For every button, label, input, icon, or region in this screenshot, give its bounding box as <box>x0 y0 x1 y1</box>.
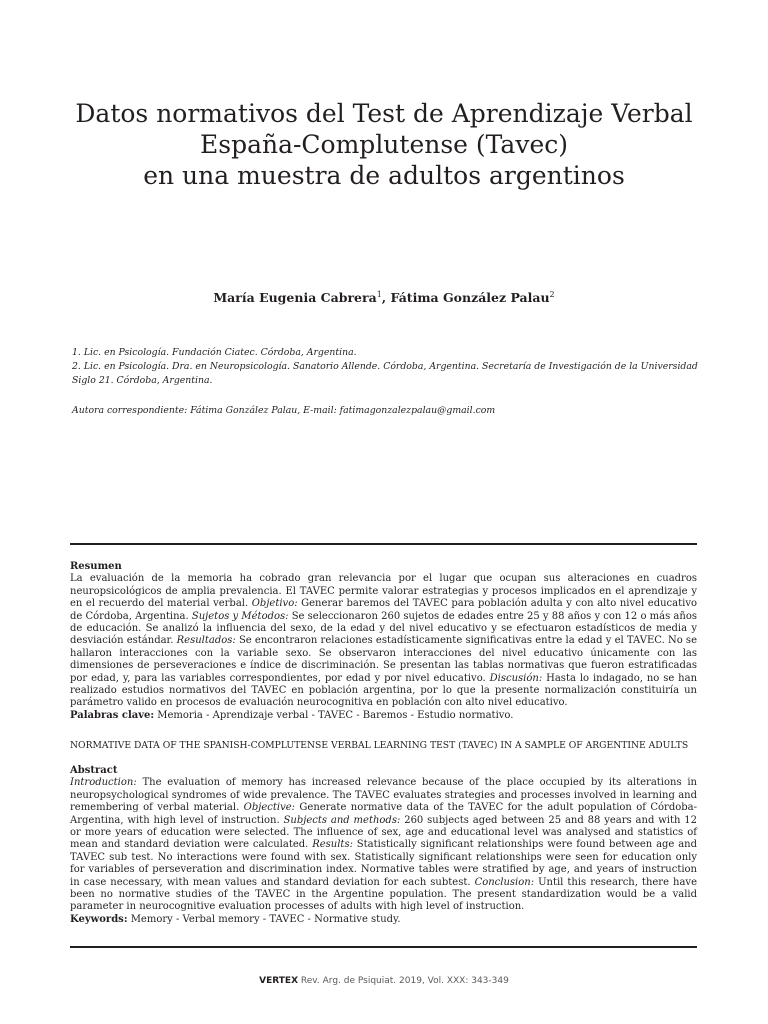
keywords-text: Memoria - Aprendizaje verbal - TAVEC - Baremos - Estudio normativo. <box>154 709 514 721</box>
resumen-text: La evaluación de la memoria ha cobrado gran relevancia por el lugar que ocupan sus alteraciones en cuadros neuropsicológicos de amplia prevalencia. El TAVEC permite valorar estrategias y procesos implicados en el aprendizaje y en el recuerdo del material verbal. <box>70 573 697 610</box>
article-title <box>40 98 728 191</box>
abstract-label: Objective: <box>243 802 296 814</box>
abstract-label: Subjects and methods: <box>283 814 401 826</box>
resumen-body <box>70 573 697 709</box>
abstract-text: Statistically significant relationships were found between age and TAVEC sub test. No interactions were found with sex. Statistically significant relationships were seen for education only for variables of perseveration and discrimination index. Normative tables were stratified by age, and years of instruction in case necessary, with mean values and standard deviation for each subtest. <box>70 839 697 888</box>
resumen-text: Hasta lo indagado, no se han realizado estudios normativos del TAVEC en población argentina, por lo que la presente normalización constituiría un parámetro valido en procesos de evaluación neurocognitiva en población con alto nivel educativo. <box>70 672 698 709</box>
abstract-text: Generate normative data of the TAVEC for the adult population of Córdoba-Argentina, with high level of instruction. <box>70 802 697 826</box>
resumen-heading: Resumen <box>70 561 122 572</box>
top-divider <box>70 543 697 545</box>
journal-name: VERTEX <box>259 976 299 986</box>
resumen-keywords <box>70 710 697 722</box>
resumen-label: Objetivo: <box>251 598 298 610</box>
correspondence-text: Autora correspondiente: Fátima González Palau, E-mail: fatimagonzalezpalau@gmail.com <box>72 405 496 416</box>
abstract-text: Until this research, there have been no normative studies of the TAVEC in the Argentine population. The present standardization would be a valid parameter in neurocognitive evaluation processes of adults with high level of instruction. <box>70 876 697 913</box>
abstract-label: Introduction: <box>70 777 137 789</box>
affiliation-1: 1. Lic. en Psicología. Fundación Ciatec. Córdoba, Argentina. <box>72 347 357 358</box>
resumen-text: Se encontraron relaciones estadísticamente significativas entre la edad y el TAVEC. No se hallaron interacciones con la variable sexo. Se observaron interacciones del nivel educativo únicamente con las dimensiones de perseveraciones e índice de discriminación. Se presentan las tablas normativas que fueron estratificadas por edad, y, para las variables correspondientes, por edad y por nivel educativo. <box>70 635 697 684</box>
page-footer <box>0 976 768 986</box>
resumen-text: Generar baremos del TAVEC para población adulta y con alto nivel educativo de Córdoba, Argentina. <box>70 598 697 622</box>
abstract-body <box>70 777 697 913</box>
title-line-3: en una muestra de adultos argentinos <box>143 161 625 190</box>
affiliation-2: 2. Lic. en Psicología. Dra. en Neuropsicología. Sanatorio Allende. Córdoba, Argentina. Secretaría de Investigación de la Universidad Siglo 21. Córdoba, Argentina. <box>72 361 698 386</box>
author-affiliation-mark: 2 <box>549 290 555 299</box>
resumen-text: Se seleccionaron 260 sujetos de edades entre 25 y 88 años y con 12 o más años de educación. Se analizó la influencia del sexo, de la edad y del nivel educativo y se efectuaron estadísticos de media y desviación estándar. <box>70 610 697 647</box>
author-separator: , <box>381 290 391 306</box>
abstract-text: The evaluation of memory has increased relevance because of the place occupied by its alterations in neuropsychological syndromes of wide prevalence. The TAVEC evaluates strategies and processes involved in learning and remembering of verbal material. <box>70 777 697 814</box>
english-title: NORMATIVE DATA OF THE SPANISH-COMPLUTENSE VERBAL LEARNING TEST (TAVEC) IN A SAMPLE OF ARGENTINE ADULTS <box>70 740 689 751</box>
abstract-keywords <box>70 914 697 926</box>
keywords-label: Keywords: <box>70 913 128 925</box>
title-line-1: Datos normativos del Test de Aprendizaje Verbal <box>75 99 693 128</box>
abstract-heading: Abstract <box>70 765 118 776</box>
resumen-label: Resultados: <box>176 635 236 647</box>
keywords-text: Memory - Verbal memory - TAVEC - Normative study. <box>127 913 401 925</box>
abstract-text: 260 subjects aged between 25 and 88 years and with 12 or more years of education were selected. The influence of sex, age and educational level was analysed and statistics of mean and standard deviation were calculated. <box>70 814 698 851</box>
author-list <box>40 290 728 305</box>
title-line-2: España-Complutense (Tavec) <box>199 130 568 159</box>
resumen-label: Discusión: <box>489 672 543 684</box>
journal-citation: Rev. Arg. de Psiquiat. 2019, Vol. XXX: 343-349 <box>298 976 509 986</box>
author-name: María Eugenia Cabrera <box>213 290 377 306</box>
bottom-divider <box>70 946 697 948</box>
abstract-label: Conclusion: <box>474 876 535 888</box>
abstract-section <box>70 765 697 926</box>
keywords-label: Palabras clave: <box>70 709 155 721</box>
resumen-label: Sujetos y Métodos: <box>191 610 289 622</box>
author-affiliation-mark: 1 <box>376 290 382 299</box>
abstract-label: Results: <box>312 839 353 851</box>
resumen-section <box>70 561 697 722</box>
author-name: Fátima González Palau <box>390 290 550 306</box>
correspondence-note <box>72 404 700 418</box>
affiliations <box>72 346 700 388</box>
